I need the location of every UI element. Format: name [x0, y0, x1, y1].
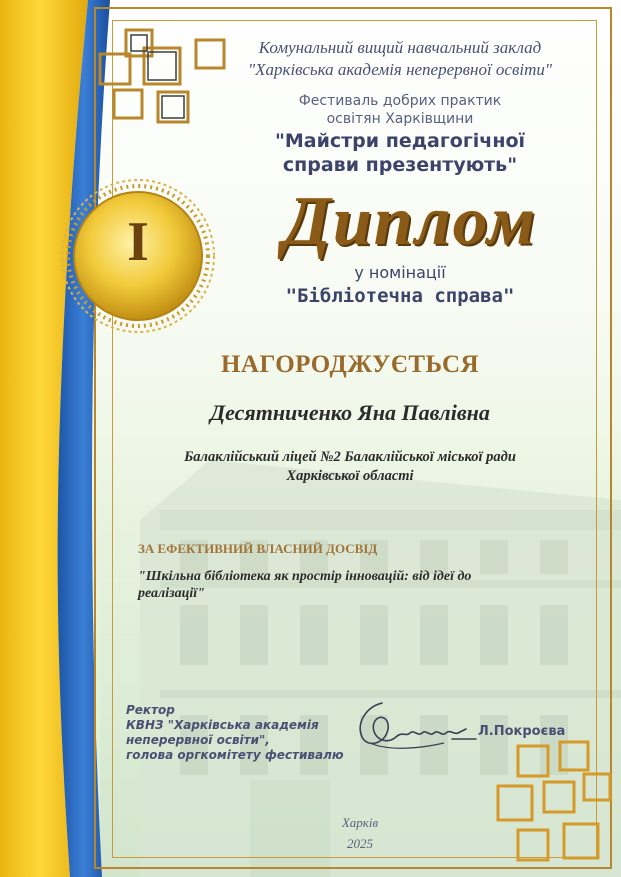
- institution-line-2: "Харківська академія неперервної освіти": [247, 60, 553, 79]
- nomination-title: "Бібліотечна справа": [285, 285, 515, 307]
- signatory-title: Ректор: [126, 703, 175, 717]
- festival-title-line-2: справи презентують": [282, 154, 518, 176]
- school-line-2: Харківської області: [286, 468, 414, 484]
- handwritten-signature: [348, 693, 478, 755]
- signatory-line-3: неперервної освіти",: [126, 733, 270, 747]
- festival-line-2: освітян Харківщини: [326, 111, 474, 127]
- festival-title-line-1: "Майстри педагогічної: [274, 130, 526, 152]
- footer-city: Харків: [341, 815, 379, 830]
- decorative-squares-bottom-right: [488, 738, 618, 868]
- award-reason: ЗА ЕФЕКТИВНИЙ ВЛАСНИЙ ДОСВІД: [138, 541, 378, 556]
- award-heading: НАГОРОДЖУЄТЬСЯ: [220, 351, 480, 378]
- theme-line-1: "Шкільна бібліотека як простір інновацій: від ідеї до: [138, 569, 472, 584]
- institution-line-1: Комунальний вищий навчальний заклад: [258, 38, 542, 57]
- festival-line-1: Фестиваль добрих практик: [298, 93, 502, 109]
- nomination-prefix: у номінації: [354, 263, 446, 282]
- school-line-1: Балаклійський ліцей №2 Балаклійської міської ради: [184, 449, 516, 465]
- signatory-name: Л.Покроєва: [478, 724, 566, 739]
- diploma-degree: I: [127, 211, 149, 273]
- recipient-name: Десятниченко Яна Павлівна: [210, 400, 490, 425]
- signatory-line-2: КВНЗ "Харківська академія: [126, 718, 319, 732]
- signatory-line-4: голова оргкомітету фестивалю: [126, 748, 344, 762]
- theme-line-2: реалізації": [138, 586, 205, 601]
- footer-year: 2025: [347, 836, 373, 851]
- diploma-title: Диплом: [283, 183, 537, 260]
